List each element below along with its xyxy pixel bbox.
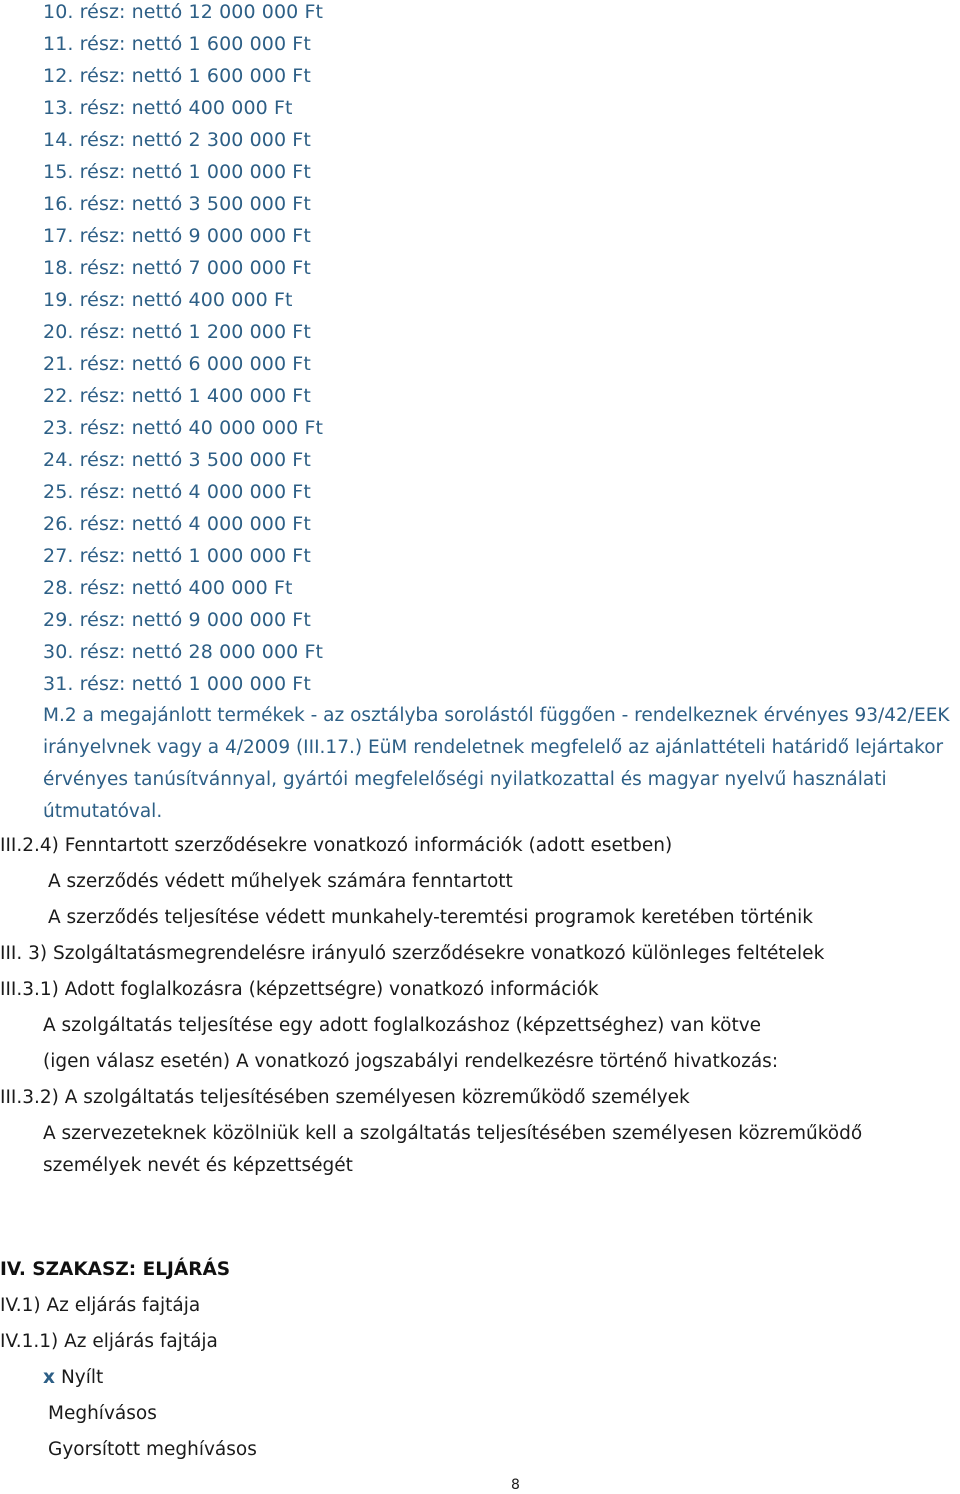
part-price-item: 27. rész: nettó 1 000 000 Ft	[43, 545, 311, 567]
part-price-item: 11. rész: nettó 1 600 000 Ft	[43, 33, 311, 55]
section-iii-3-heading: III. 3) Szolgáltatásmegrendelésre irányuló szerződésekre vonatkozó különleges feltételek	[0, 943, 825, 964]
part-price-item: 20. rész: nettó 1 200 000 Ft	[43, 321, 311, 343]
procedure-option-accelerated: Gyorsított meghívásos	[48, 1439, 257, 1460]
part-price-item: 15. rész: nettó 1 000 000 Ft	[43, 161, 311, 183]
part-price-item: 29. rész: nettó 9 000 000 Ft	[43, 609, 311, 631]
section-iv-heading: IV. SZAKASZ: ELJÁRÁS	[0, 1259, 231, 1280]
part-price-item: 26. rész: nettó 4 000 000 Ft	[43, 513, 311, 535]
selected-x-mark: x	[43, 1367, 55, 1388]
section-iii-3-2-heading: III.3.2) A szolgáltatás teljesítésében személyesen közreműködő személyek	[0, 1087, 690, 1108]
legal-reference-item: (igen válasz esetén) A vonatkozó jogszabályi rendelkezésre történő hivatkozás:	[43, 1051, 779, 1072]
staff-names-item-line-1: A szervezeteknek közölniük kell a szolgáltatás teljesítésében személyesen közreműködő	[43, 1123, 863, 1144]
staff-names-item-line-2: személyek nevét és képzettségét	[43, 1155, 353, 1176]
part-price-item: 28. rész: nettó 400 000 Ft	[43, 577, 293, 599]
procedure-option-invitation: Meghívásos	[48, 1403, 157, 1424]
part-price-item: 18. rész: nettó 7 000 000 Ft	[43, 257, 311, 279]
part-price-item: 12. rész: nettó 1 600 000 Ft	[43, 65, 311, 87]
parts-list	[43, 0, 323, 704]
section-iii-3-1-heading: III.3.1) Adott foglalkozásra (képzettségre) vonatkozó információk	[0, 979, 599, 1000]
part-price-item: 13. rész: nettó 400 000 Ft	[43, 97, 293, 119]
section-iv-1: IV.1) Az eljárás fajtája	[0, 1295, 201, 1316]
m2-paragraph: M.2 a megajánlott termékek - az osztályba sorolástól függően - rendelkeznek érvényes 93/42/EEK irányelvnek vagy a 4/2009 (III.17.) EüM rendeletnek megfelelő az ajánlattételi határidő lejártakor érvényes tanúsítvánnyal, gyártói megfelelőségi nyilatkozattal és magyar nyelvű használati útmutatóval.	[43, 705, 950, 822]
procedure-option-open	[43, 1366, 103, 1390]
reserved-workshops-item: A szerződés védett műhelyek számára fenntartott	[48, 871, 513, 892]
option-open-label: Nyílt	[60, 1367, 104, 1388]
part-price-item: 22. rész: nettó 1 400 000 Ft	[43, 385, 311, 407]
part-price-item: 23. rész: nettó 40 000 000 Ft	[43, 417, 324, 439]
part-price-item: 19. rész: nettó 400 000 Ft	[43, 289, 293, 311]
part-price-item: 17. rész: nettó 9 000 000 Ft	[43, 225, 311, 247]
profession-bound-item: A szolgáltatás teljesítése egy adott foglalkozáshoz (képzettséghez) van kötve	[43, 1015, 762, 1036]
protected-employment-item: A szerződés teljesítése védett munkahely-teremtési programok keretében történik	[48, 907, 813, 928]
section-iii-2-4-heading: III.2.4) Fenntartott szerződésekre vonatkozó információk (adott esetben)	[0, 835, 673, 856]
part-price-item: 30. rész: nettó 28 000 000 Ft	[43, 641, 324, 663]
page-number: 8	[511, 1477, 520, 1493]
part-price-item: 24. rész: nettó 3 500 000 Ft	[43, 449, 311, 471]
section-iv-1-1: IV.1.1) Az eljárás fajtája	[0, 1331, 218, 1352]
part-price-item: 14. rész: nettó 2 300 000 Ft	[43, 129, 311, 151]
part-price-item: 16. rész: nettó 3 500 000 Ft	[43, 193, 311, 215]
part-price-item: 10. rész: nettó 12 000 000 Ft	[43, 1, 324, 23]
part-price-item: 31. rész: nettó 1 000 000 Ft	[43, 673, 311, 695]
part-price-item: 25. rész: nettó 4 000 000 Ft	[43, 481, 311, 503]
part-price-item: 21. rész: nettó 6 000 000 Ft	[43, 353, 311, 375]
